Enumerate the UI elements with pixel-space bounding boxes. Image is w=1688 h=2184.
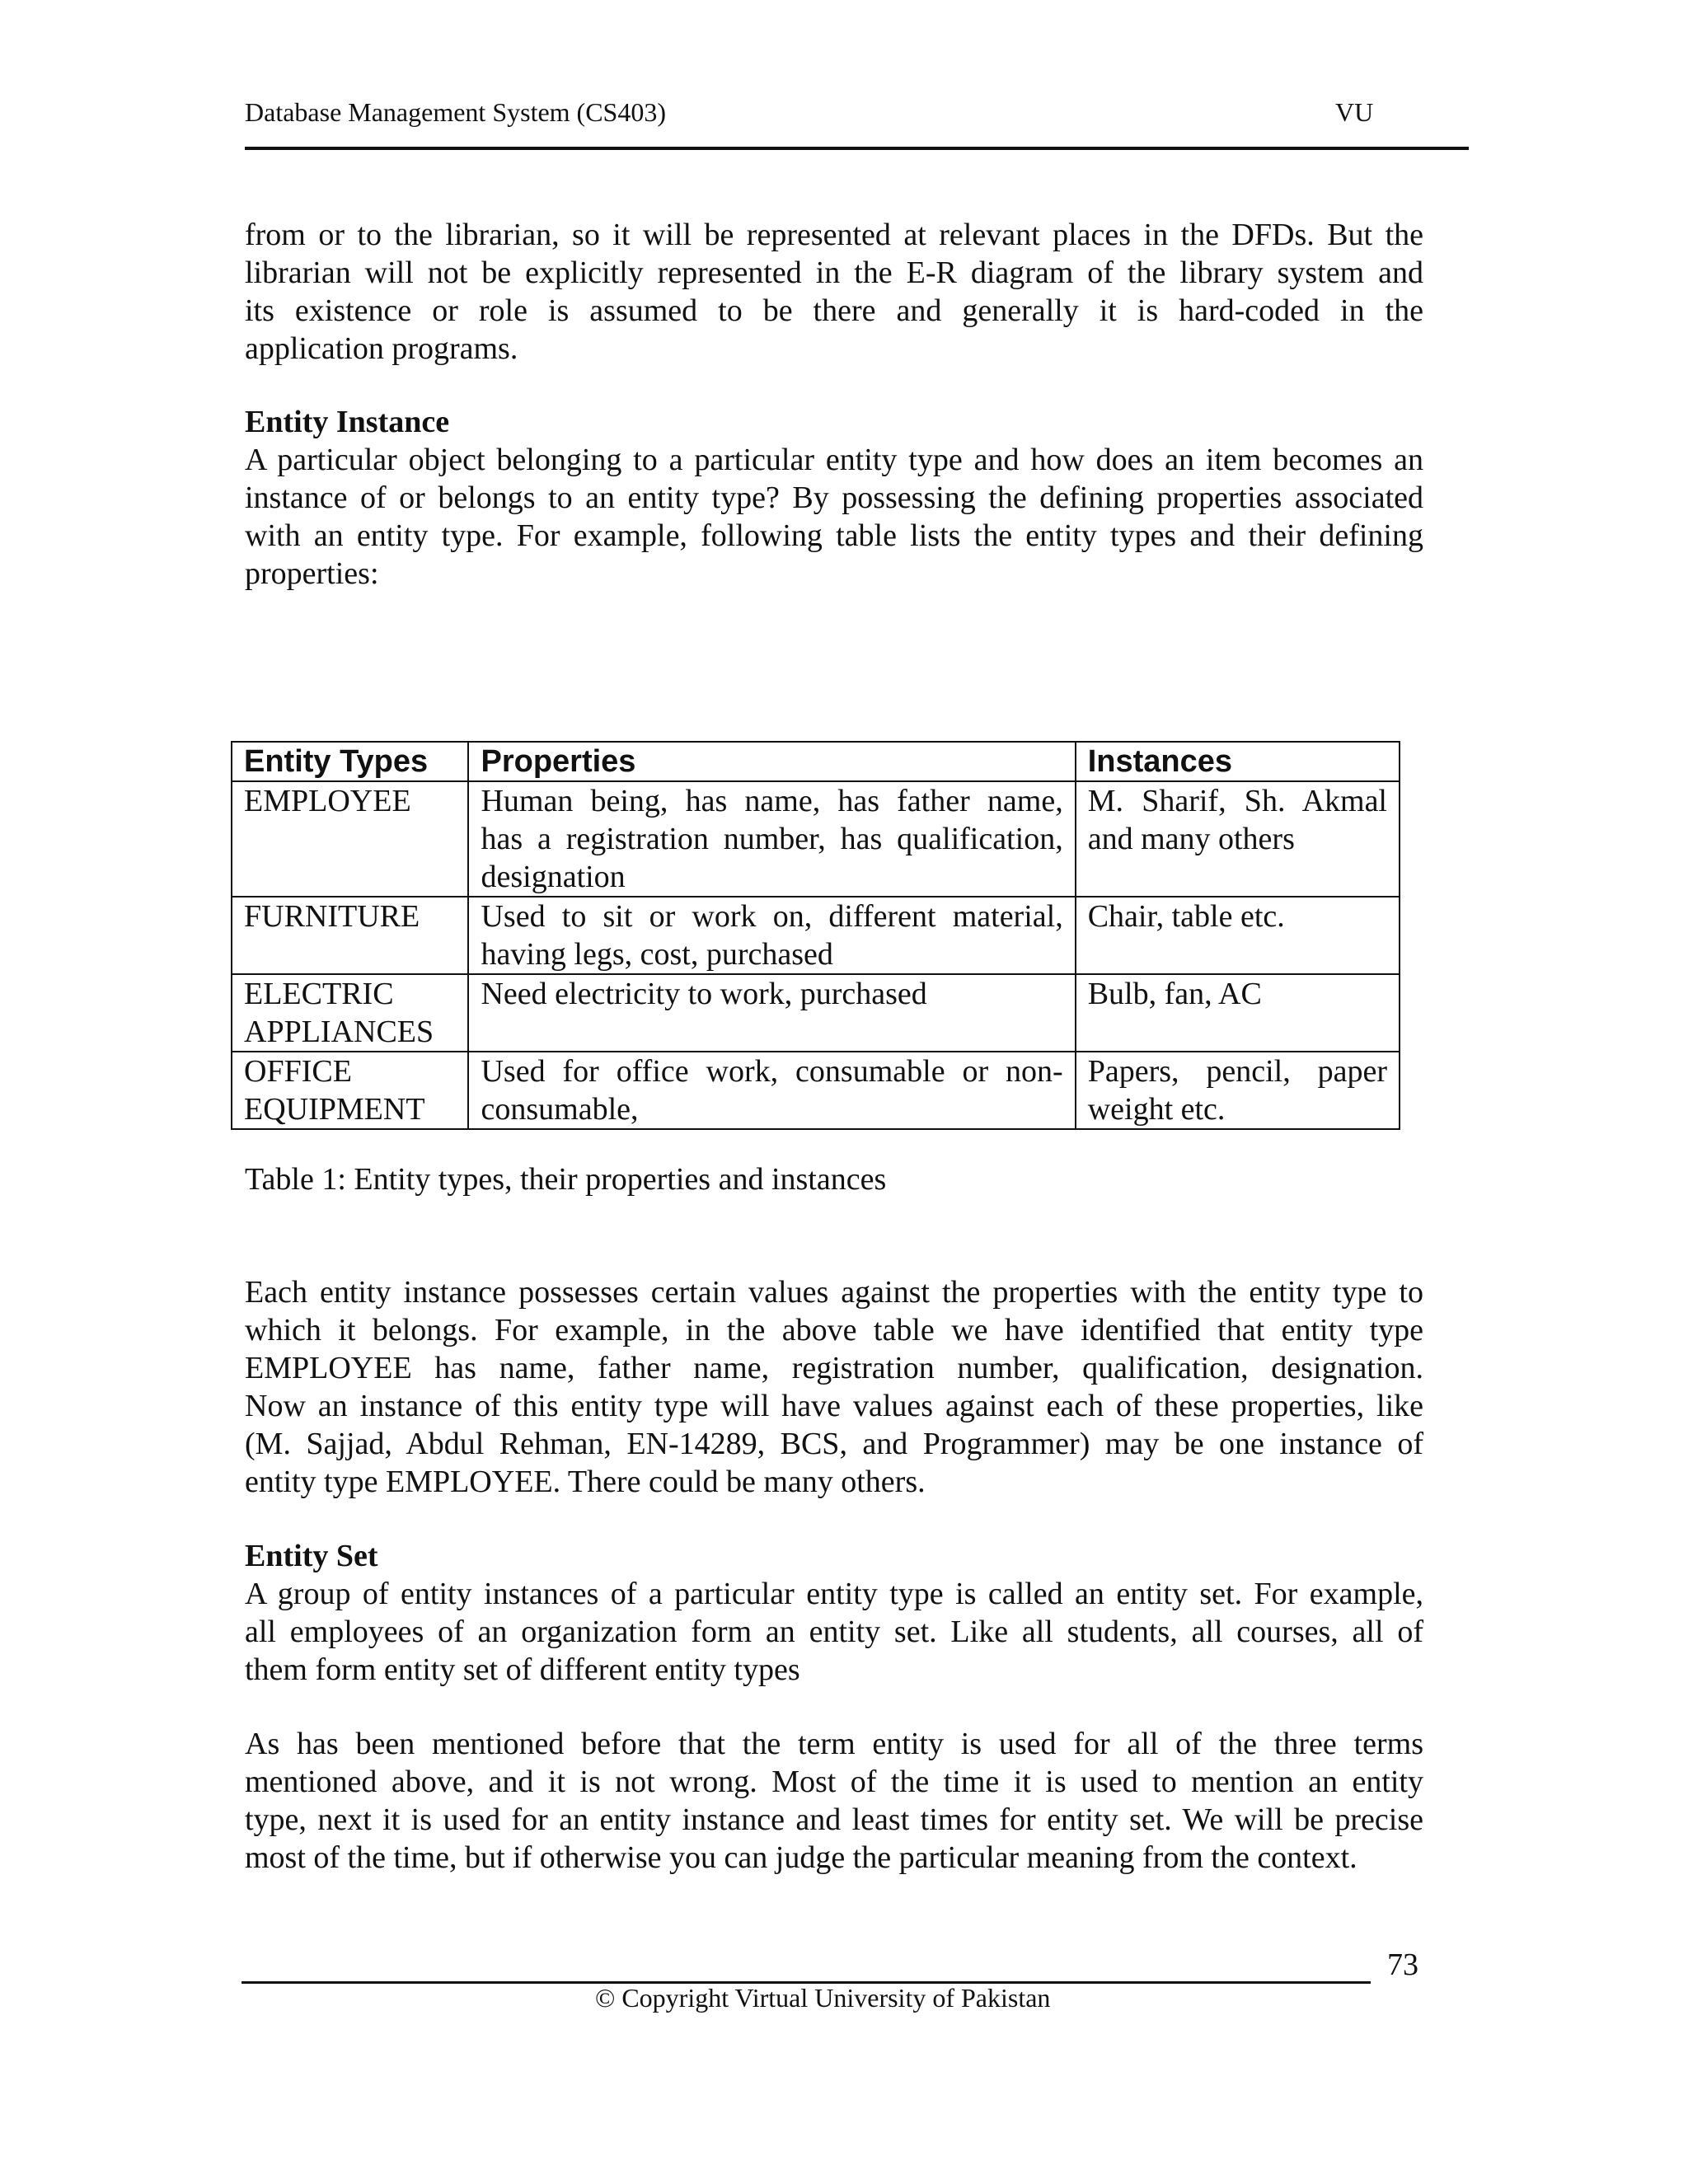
text-line: mentioned above, and it is not wrong. Most of the time it is used to mention an entity (245, 1765, 1423, 1799)
text-line: them form entity set of different entity types (245, 1652, 800, 1687)
page-header (245, 97, 1469, 150)
page-number: 73 (1387, 1947, 1418, 1982)
table-row (232, 781, 1400, 897)
properties-cell (468, 781, 1075, 897)
entity-set-paragraph (245, 1575, 1423, 1689)
cell-line: Human being, has name, has father name, (481, 784, 1063, 818)
document-title: Database Management System (CS403) (245, 97, 666, 127)
properties-cell (468, 974, 1075, 1052)
instances-cell (1076, 974, 1400, 1052)
closing-paragraph (245, 1725, 1423, 1877)
properties-cell (468, 1052, 1075, 1129)
table-row (232, 897, 1400, 974)
text-line: entity type EMPLOYEE. There could be many others. (245, 1465, 926, 1499)
cell-line: and many others (1087, 822, 1295, 856)
cell-line: Need electricity to work, purchased (481, 977, 927, 1011)
text-line: type, next it is used for an entity instance and least times for entity set. We will be precise (245, 1802, 1423, 1837)
cell-line: ELECTRIC (244, 977, 394, 1011)
cell-line: Used to sit or work on, different material, (481, 899, 1063, 934)
text-line: (M. Sajjad, Abdul Rehman, EN-14289, BCS, and Programmer) may be one instance of (245, 1427, 1423, 1461)
text-line: which it belongs. For example, in the above table we have identified that entity type (245, 1313, 1423, 1347)
cell-line: weight etc. (1087, 1092, 1226, 1127)
text-line: its existence or role is assumed to be there and generally it is hard-coded in the (245, 293, 1423, 328)
instances-cell (1076, 781, 1400, 897)
cell-line: Used for office work, consumable or non- (481, 1054, 1063, 1089)
instances-cell (1076, 1052, 1400, 1129)
copyright-notice: © Copyright Virtual University of Pakistan (595, 1983, 1051, 2013)
cell-line: EMPLOYEE (244, 784, 411, 818)
entity-instance-paragraph (245, 441, 1423, 593)
instances-cell (1076, 897, 1400, 974)
column-header-properties: Properties (468, 742, 1075, 781)
entity-type-cell (232, 897, 468, 974)
text-line: all employees of an organization form an entity set. Like all students, all courses, all of (245, 1615, 1423, 1649)
text-line: from or to the librarian, so it will be represented at relevant places in the DFDs. But the (245, 218, 1423, 252)
text-line: librarian will not be explicitly represented in the E-R diagram of the library system and (245, 255, 1423, 290)
table-row (232, 974, 1400, 1052)
entity-instance-heading: Entity Instance (245, 405, 450, 439)
column-header-entity-types: Entity Types (232, 742, 468, 781)
text-line: with an entity type. For example, following table lists the entity types and their defining (245, 518, 1423, 553)
text-line: As has been mentioned before that the term entity is used for all of the three terms (245, 1727, 1423, 1761)
instance-values-paragraph (245, 1273, 1423, 1501)
text-line: A group of entity instances of a particular entity type is called an entity set. For example, (245, 1577, 1423, 1611)
text-line: instance of or belongs to an entity type? By possessing the defining properties associated (245, 480, 1423, 515)
entity-type-cell (232, 1052, 468, 1129)
text-line: A particular object belonging to a particular entity type and how does an item becomes an (245, 443, 1423, 477)
cell-line: having legs, cost, purchased (481, 937, 833, 972)
cell-line: FURNITURE (244, 899, 420, 934)
entity-types-table (231, 741, 1400, 1130)
properties-cell (468, 897, 1075, 974)
text-line: properties: (245, 556, 379, 591)
institution-abbrev: VU (1335, 97, 1374, 127)
text-line: EMPLOYEE has name, father name, registration number, qualification, designation. (245, 1351, 1423, 1385)
text-line: Each entity instance possesses certain values against the properties with the entity type to (245, 1275, 1423, 1310)
cell-line: M. Sharif, Sh. Akmal (1087, 784, 1387, 818)
cell-line: consumable, (481, 1092, 639, 1127)
cell-line: Bulb, fan, AC (1087, 977, 1262, 1011)
text-line: application programs. (245, 331, 518, 366)
intro-paragraph (245, 216, 1423, 368)
entity-type-cell (232, 781, 468, 897)
column-header-instances: Instances (1076, 742, 1400, 781)
cell-line: EQUIPMENT (244, 1092, 425, 1127)
cell-line: Papers, pencil, paper (1087, 1054, 1387, 1089)
cell-line: APPLIANCES (244, 1015, 434, 1049)
cell-line: OFFICE (244, 1054, 352, 1089)
text-line: most of the time, but if otherwise you can judge the particular meaning from the context. (245, 1840, 1357, 1875)
cell-line: designation (481, 860, 626, 894)
table-row (232, 1052, 1400, 1129)
cell-line: Chair, table etc. (1087, 899, 1285, 934)
cell-line: has a registration number, has qualification, (481, 822, 1063, 856)
entity-type-cell (232, 974, 468, 1052)
table-caption: Table 1: Entity types, their properties and instances (245, 1162, 887, 1197)
text-line: Now an instance of this entity type will have values against each of these properties, like (245, 1389, 1423, 1423)
entity-set-heading: Entity Set (245, 1539, 378, 1573)
table-header-row (232, 742, 1400, 781)
